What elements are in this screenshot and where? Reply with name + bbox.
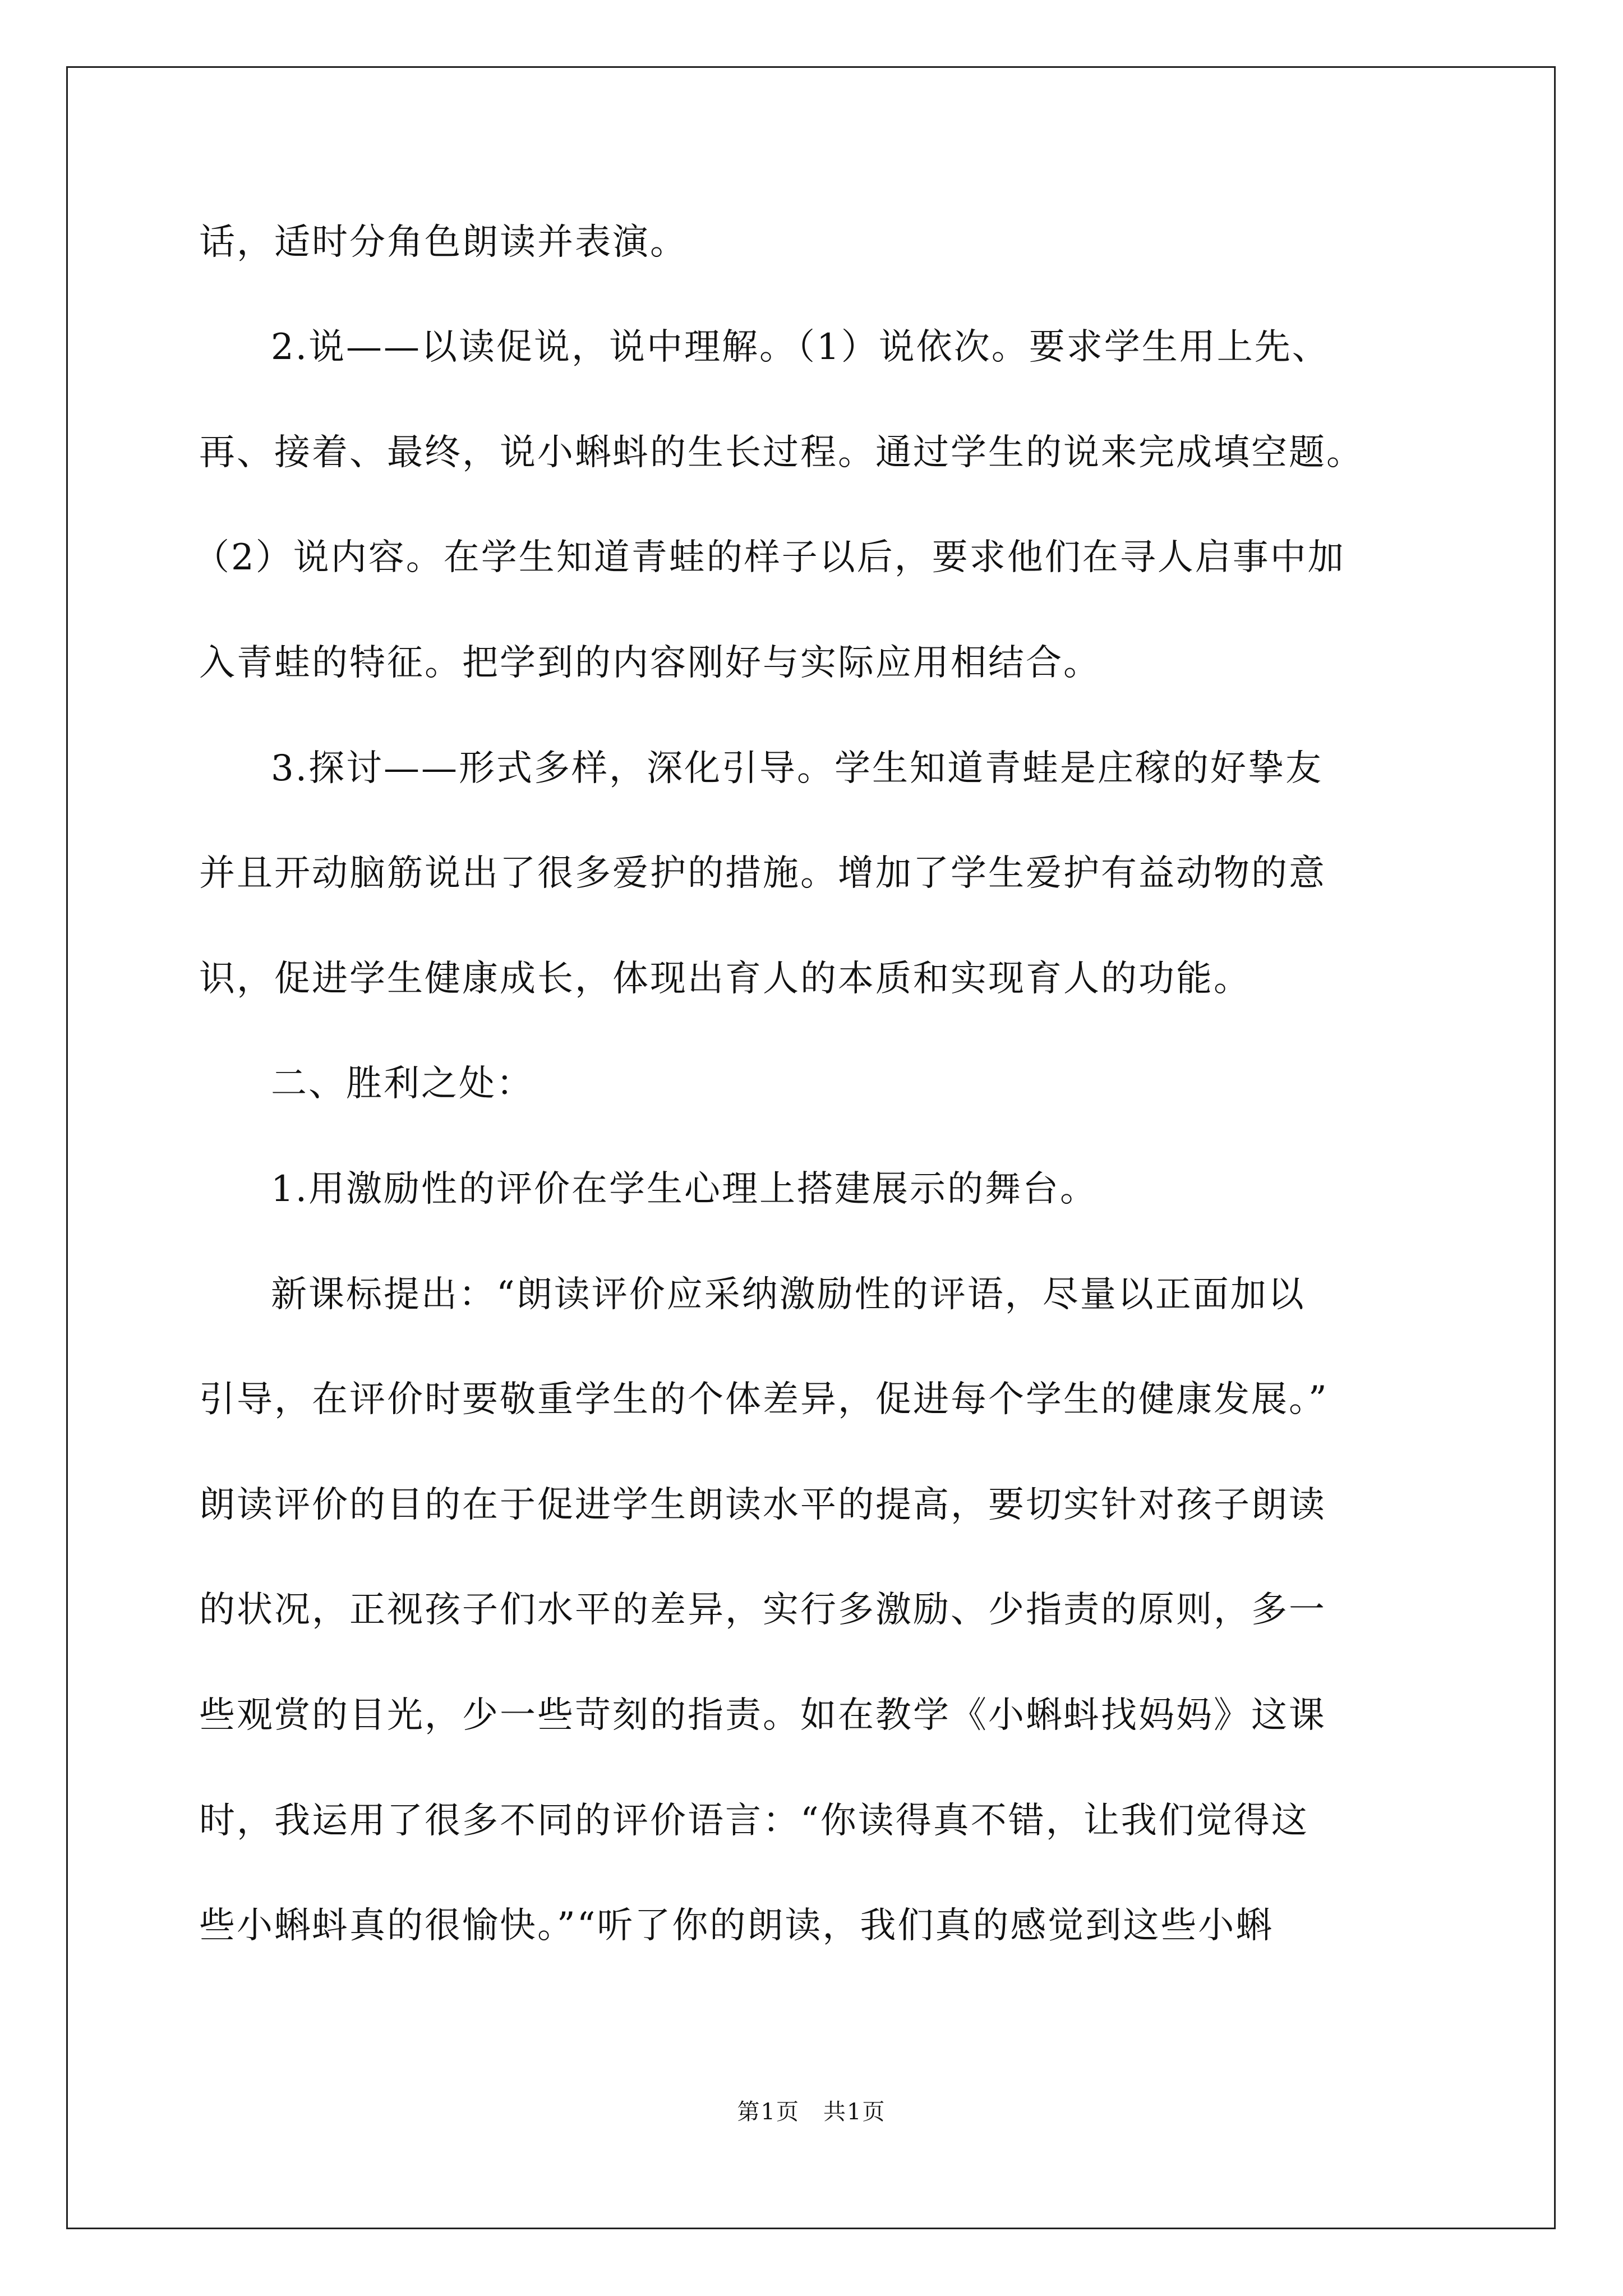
text-line: 些小蝌蚪真的很愉快。”“听了你的朗读，我们真的感觉到这些小蝌 (199, 1905, 1274, 1947)
text-line: 1.用激励性的评价在学生心理上搭建展示的舞台。 (271, 1168, 1098, 1210)
text-line: 再、接着、最终，说小蝌蚪的生长过程。通过学生的说来完成填空题。 (199, 432, 1364, 473)
text-line: 3.探讨——形式多样，深化引导。学生知道青蛙是庄稼的好挚友 (271, 748, 1324, 789)
text-line: 些观赏的目光，少一些苛刻的指责。如在教学《小蝌蚪找妈妈》这课 (199, 1695, 1326, 1736)
text-line: 时，我运用了很多不同的评价语言：“你读得真不错，让我们觉得这 (199, 1800, 1309, 1842)
text-line: （2）说内容。在学生知道青蛙的样子以后，要求他们在寻人启事中加 (193, 537, 1345, 578)
text-line: 的状况，正视孩子们水平的差异，实行多激励、少指责的原则，多一 (199, 1589, 1326, 1631)
text-line: 朗读评价的目的在于促进学生朗读水平的提高，要切实针对孩子朗读 (199, 1484, 1326, 1526)
page-number-footer: 第1页 共1页 (737, 2099, 886, 2125)
text-line: 2.说——以读促说，说中理解。（1）说依次。要求学生用上先、 (271, 326, 1330, 368)
text-line: 话，适时分角色朗读并表演。 (199, 222, 688, 263)
text-line: 识，促进学生健康成长，体现出育人的本质和实现育人的功能。 (199, 958, 1251, 1000)
text-line: 新课标提出：“朗读评价应采纳激励性的评语，尽量以正面加以 (271, 1274, 1306, 1315)
section-heading: 二、胜利之处： (271, 1063, 534, 1105)
text-line: 引导，在评价时要敬重学生的个体差异，促进每个学生的健康发展。” (199, 1379, 1329, 1420)
text-line: 并且开动脑筋说出了很多爱护的措施。增加了学生爱护有益动物的意 (199, 853, 1326, 894)
text-line: 入青蛙的特征。把学到的内容刚好与实际应用相结合。 (199, 642, 1101, 684)
